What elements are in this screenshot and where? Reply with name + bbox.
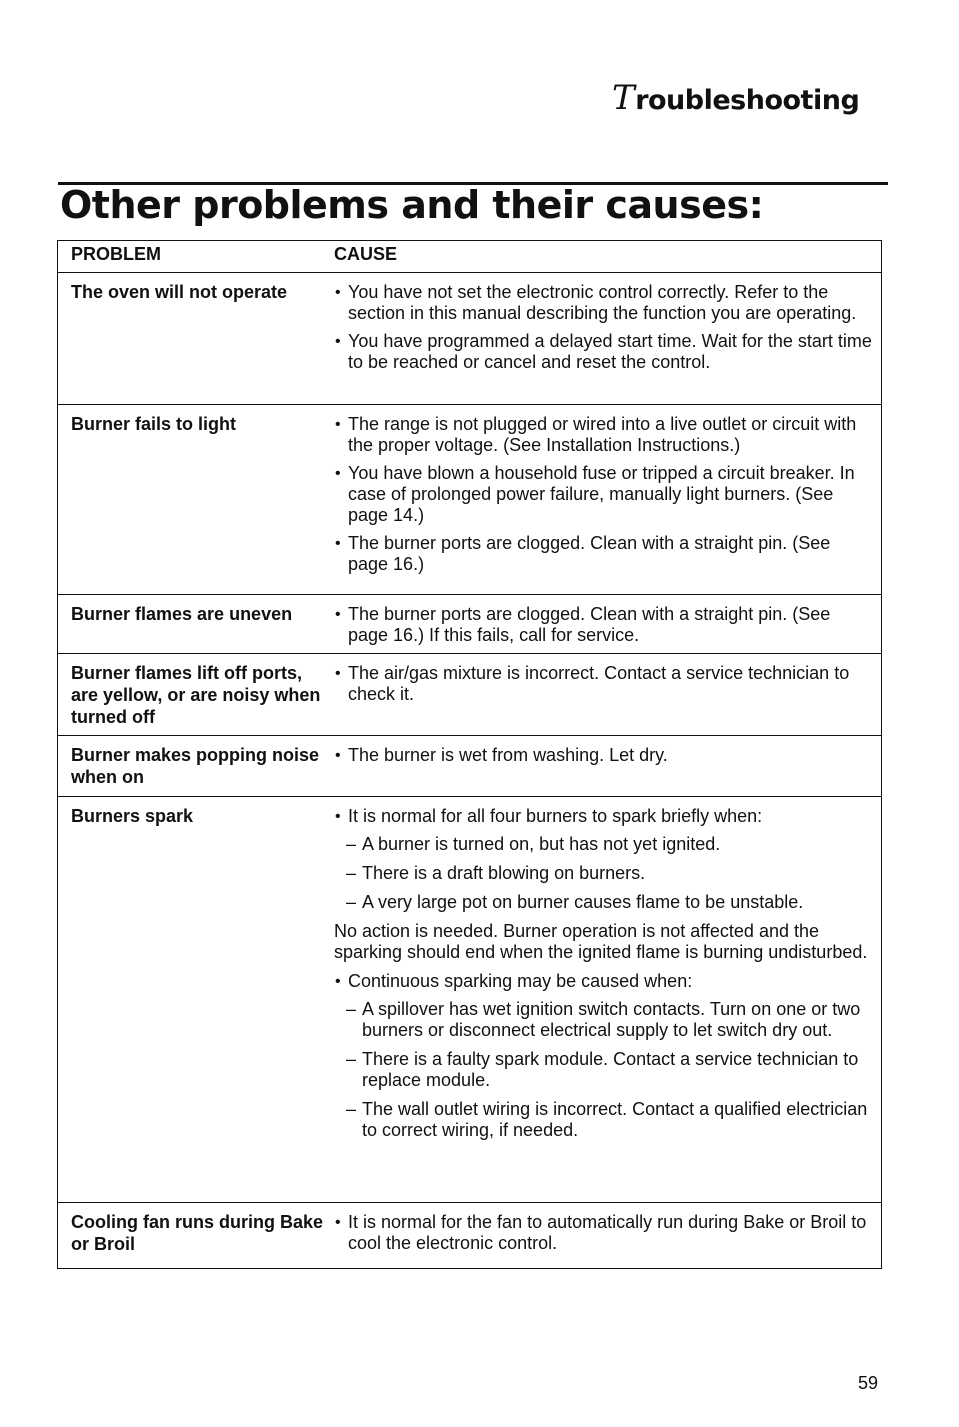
cause-text: You have blown a household fuse or tripped a circuit breaker. In case of prolonged power failure, manually light burners. (See page 14.) — [348, 463, 855, 525]
cause-text: The burner ports are clogged. Clean with a straight pin. (See page 16.) — [348, 533, 831, 574]
problem-cell: Burner flames lift off ports, are yellow, or are noisy when turned off — [71, 663, 321, 727]
problem-cell: The oven will not operate — [71, 282, 288, 302]
cause-text: It is normal for the fan to automatically run during Bake or Broil to cool the electronic control. — [348, 1212, 867, 1253]
cause-bullet-item — [334, 806, 875, 827]
bullet-icon: • — [335, 284, 341, 301]
cause-bullet-item — [334, 414, 875, 456]
cause-bullet-item — [334, 331, 875, 373]
cause-text: Continuous sparking may be caused when: — [348, 971, 693, 991]
dash-icon: – — [346, 892, 357, 912]
column-header-cause: CAUSE — [334, 244, 398, 264]
table-row — [58, 273, 881, 405]
cause-bullet-item — [334, 604, 875, 646]
section-header — [612, 78, 859, 118]
table-body — [58, 273, 881, 1268]
cause-sub-item — [334, 1099, 875, 1141]
page-number: 59 — [858, 1373, 879, 1393]
cause-text: You have not set the electronic control correctly. Refer to the section in this manual describing the function you are operating. — [348, 282, 857, 323]
bullet-icon: • — [335, 535, 341, 552]
bullet-icon: • — [335, 808, 341, 825]
bullet-icon: • — [335, 747, 341, 764]
table-row — [58, 797, 881, 1203]
troubleshooting-table — [57, 240, 882, 1269]
cause-cell — [334, 1203, 881, 1268]
cause-cell — [334, 797, 881, 1202]
cause-bullet-item — [334, 663, 875, 705]
table-header-row — [58, 241, 881, 273]
cause-sub-item — [334, 1049, 875, 1091]
cause-text: The burner ports are clogged. Clean with a straight pin. (See page 16.) If this fails, call for service. — [348, 604, 831, 645]
cause-sub-text: The wall outlet wiring is incorrect. Contact a qualified electrician to correct wiring, if needed. — [362, 1099, 868, 1140]
cause-bullet-item — [334, 1212, 875, 1254]
cause-bullet-item — [334, 745, 875, 766]
section-header-initial: T — [612, 78, 635, 118]
bullet-icon: • — [335, 1214, 341, 1231]
problem-cell: Burner makes popping noise when on — [71, 745, 320, 787]
cause-sub-text: A very large pot on burner causes flame to be unstable. — [362, 892, 804, 912]
cause-sub-text: A spillover has wet ignition switch contacts. Turn on one or two burners or disconnect electrical supply to let switch dry out. — [362, 999, 861, 1040]
dash-icon: – — [346, 1049, 357, 1069]
section-header-text: roubleshooting — [635, 85, 860, 116]
table-row — [58, 405, 881, 595]
column-header-problem: PROBLEM — [71, 244, 161, 264]
cause-bullet-item — [334, 533, 875, 575]
bullet-icon: • — [335, 416, 341, 433]
page-title: Other problems and their causes: — [60, 183, 764, 227]
dash-icon: – — [346, 834, 357, 854]
problem-cell: Cooling fan runs during Bake or Broil — [71, 1212, 324, 1254]
problem-cell: Burner flames are uneven — [71, 604, 293, 624]
cause-sub-item — [334, 892, 875, 913]
cause-note: No action is needed. Burner operation is not affected and the sparking should end when the ignited flame is burning undisturbed. — [334, 921, 868, 962]
cause-text: The air/gas mixture is incorrect. Contact a service technician to check it. — [348, 663, 850, 704]
problem-cell: Burner fails to light — [71, 414, 237, 434]
table-row — [58, 1203, 881, 1268]
dash-icon: – — [346, 999, 357, 1019]
cause-text: The burner is wet from washing. Let dry. — [348, 745, 668, 765]
cause-text: The range is not plugged or wired into a live outlet or circuit with the proper voltage. (See Installation Instructions.) — [348, 414, 857, 455]
cause-sub-text: There is a faulty spark module. Contact a service technician to replace module. — [362, 1049, 859, 1090]
cause-sub-text: There is a draft blowing on burners. — [362, 863, 646, 883]
cause-sub-item — [334, 834, 875, 855]
dash-icon: – — [346, 1099, 357, 1119]
cause-text: You have programmed a delayed start time. Wait for the start time to be reached or cancel and reset the control. — [348, 331, 872, 372]
bullet-icon: • — [335, 973, 341, 990]
table-row — [58, 595, 881, 654]
cause-cell — [334, 654, 881, 735]
cause-cell — [334, 595, 881, 653]
cause-cell — [334, 273, 881, 404]
bullet-icon: • — [335, 665, 341, 682]
dash-icon: – — [346, 863, 357, 883]
table-row — [58, 654, 881, 736]
cause-text: It is normal for all four burners to spark briefly when: — [348, 806, 763, 826]
bullet-icon: • — [335, 333, 341, 350]
cause-bullet-item — [334, 463, 875, 526]
bullet-icon: • — [335, 606, 341, 623]
cause-sub-item — [334, 999, 875, 1041]
cause-sub-text: A burner is turned on, but has not yet ignited. — [362, 834, 721, 854]
cause-bullet-item — [334, 971, 875, 992]
problem-cell: Burners spark — [71, 806, 194, 826]
cause-cell — [334, 405, 881, 594]
cause-cell — [334, 736, 881, 796]
cause-bullet-item — [334, 282, 875, 324]
cause-sub-item — [334, 863, 875, 884]
bullet-icon: • — [335, 465, 341, 482]
table-row — [58, 736, 881, 797]
